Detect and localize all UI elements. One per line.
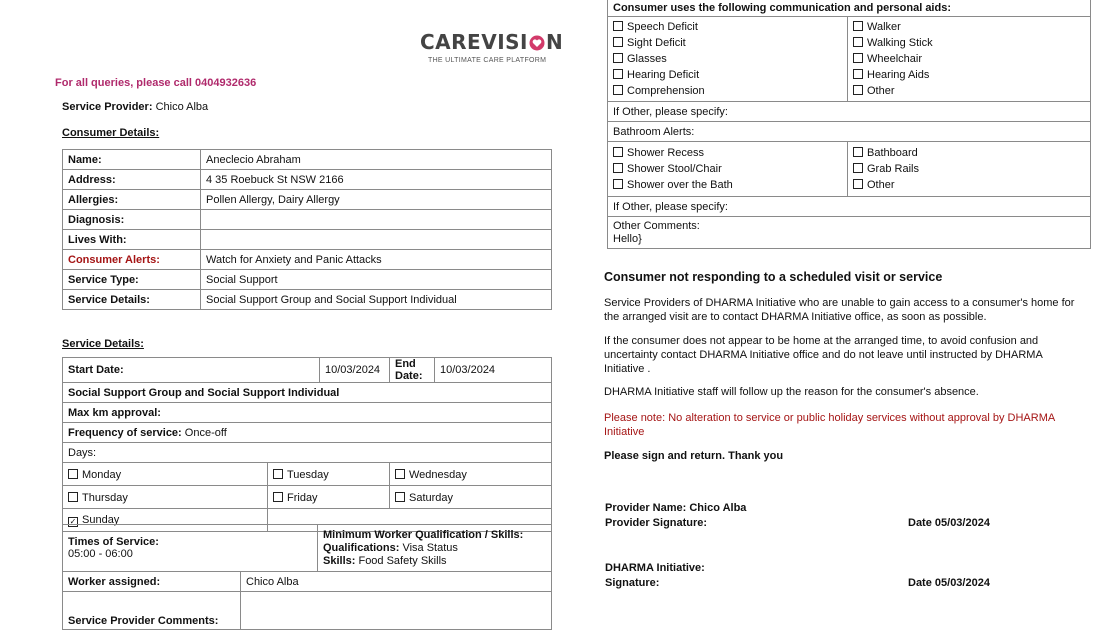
day-label: Saturday: [409, 491, 454, 504]
start-date-value: 10/03/2024: [320, 358, 390, 383]
checkbox[interactable]: [853, 21, 863, 31]
table-row: [63, 525, 552, 572]
aid-item: [853, 51, 1085, 67]
bathroom-alerts-label: Bathroom Alerts:: [608, 122, 1091, 142]
table-row: [608, 0, 1091, 17]
qualification-label: Qualifications:: [323, 541, 400, 554]
checkbox[interactable]: [853, 69, 863, 79]
start-date-label: Start Date:: [63, 358, 320, 383]
row-value: Social Support: [201, 270, 552, 290]
checkbox[interactable]: [613, 147, 623, 157]
checkbox[interactable]: [853, 163, 863, 173]
bath-label: Shower over the Bath: [627, 179, 733, 191]
provider-date: Date 05/03/2024: [908, 517, 990, 529]
day-saturday: [390, 486, 552, 509]
heart-icon: [529, 35, 545, 51]
table-row: [63, 403, 552, 423]
row-label: Service Details:: [63, 290, 201, 310]
aid-label: Comprehension: [627, 85, 705, 97]
other-comments-cell: [608, 217, 1091, 249]
aids-table: [607, 0, 1091, 249]
aid-item: [613, 51, 842, 67]
bath-item: [613, 177, 842, 193]
carevision-logo: [420, 30, 563, 64]
table-row: [63, 290, 552, 310]
table-row: [608, 217, 1091, 249]
row-label: Diagnosis:: [63, 210, 201, 230]
row-label: Name:: [63, 150, 201, 170]
skills-label: Skills:: [323, 554, 356, 567]
table-row: [63, 592, 552, 630]
row-value: 4 35 Roebuck St NSW 2166: [201, 170, 552, 190]
bath-label: Bathboard: [867, 147, 918, 159]
consumer-details-heading: Consumer Details:: [62, 127, 160, 139]
aid-label: Walker: [867, 21, 901, 33]
row-value: [201, 210, 552, 230]
aid-item: [613, 83, 842, 99]
table-row: [608, 142, 1091, 197]
table-row: [63, 443, 552, 463]
aid-label: Hearing Deficit: [627, 69, 700, 81]
day-label: Wednesday: [409, 468, 467, 481]
table-row: [63, 230, 552, 250]
times-label: Times of Service:: [68, 536, 159, 548]
checkbox[interactable]: [853, 179, 863, 189]
checkbox[interactable]: [68, 469, 78, 479]
row-label: Address:: [63, 170, 201, 190]
bath-item: [613, 145, 842, 161]
skills-line: [323, 555, 546, 568]
checkbox[interactable]: [613, 21, 623, 31]
checkbox[interactable]: [613, 53, 623, 63]
frequency-value: Once-off: [184, 426, 227, 439]
aid-item: [853, 35, 1085, 51]
day-label: Friday: [287, 491, 318, 504]
other-comments-label: Other Comments:: [613, 219, 700, 232]
table-row: [608, 17, 1091, 102]
notice-warning: Please note: No alteration to service or public holiday services without approval by DHARMA Initiative: [604, 412, 1055, 438]
table-row: [63, 270, 552, 290]
aid-item: [853, 67, 1085, 83]
table-row: [608, 122, 1091, 142]
service-details-heading: Service Details:: [62, 338, 144, 350]
row-label: Lives With:: [63, 230, 201, 250]
worker-value: Chico Alba: [241, 572, 552, 592]
day-label: Tuesday: [287, 468, 329, 481]
day-label: Thursday: [82, 491, 128, 504]
bath-right-list: [848, 142, 1091, 197]
qualification-line: [323, 542, 546, 555]
days-label: Days:: [63, 443, 552, 463]
service-group-line: Social Support Group and Social Support Individual: [63, 383, 552, 403]
qualification-cell: [318, 525, 552, 572]
day-wednesday: [390, 463, 552, 486]
checkbox[interactable]: [853, 85, 863, 95]
aid-item: [613, 35, 842, 51]
consumer-details-table: [62, 149, 552, 310]
checkbox[interactable]: [613, 37, 623, 47]
aid-label: Sight Deficit: [627, 37, 686, 49]
table-row: [63, 423, 552, 443]
service-provider-line: [62, 101, 208, 113]
notice-paragraph-1: Service Providers of DHARMA Initiative who are unable to gain access to a consumer's home for the arranged visit are to contact DHARMA Initiative office, as soon as possible.: [604, 297, 1075, 323]
aid-label: Other: [867, 85, 895, 97]
bath-label: Shower Stool/Chair: [627, 163, 722, 175]
aids-left-list: [608, 17, 848, 102]
table-row: [63, 250, 552, 270]
day-label: Monday: [82, 468, 122, 481]
aid-item: [853, 83, 1085, 99]
aid-label: Hearing Aids: [867, 69, 930, 81]
day-tuesday: [268, 463, 390, 486]
times-cell: [63, 525, 318, 572]
bath-item: [853, 177, 1085, 193]
bath-left-list: [608, 142, 848, 197]
table-row: [63, 190, 552, 210]
dharma-date: Date 05/03/2024: [908, 577, 990, 589]
end-date-value: 10/03/2024: [435, 358, 552, 383]
consumer-alerts-label: Consumer Alerts:: [63, 250, 201, 270]
checkbox-checked[interactable]: ✓: [69, 517, 77, 526]
checkbox[interactable]: [273, 492, 283, 502]
frequency-cell: [63, 423, 552, 443]
checkbox[interactable]: [853, 37, 863, 47]
aid-label: Walking Stick: [867, 37, 933, 49]
aids-heading: Consumer uses the following communication and personal aids:: [608, 0, 1091, 17]
service-details-table: [62, 357, 552, 532]
checkbox[interactable]: [395, 469, 405, 479]
notice-heading: Consumer not responding to a scheduled visit or service: [604, 270, 943, 284]
aid-label: Wheelchair: [867, 53, 923, 65]
checkbox[interactable]: [273, 469, 283, 479]
qualification-value: Visa Status: [402, 541, 458, 554]
bath-label: Shower Recess: [627, 147, 705, 159]
table-row: [63, 572, 552, 592]
day-label: Sunday: [82, 514, 120, 526]
dharma-signature-label: Signature:: [605, 577, 660, 589]
checkbox[interactable]: [68, 492, 78, 502]
table-row: [63, 210, 552, 230]
provider-name: Provider Name: Chico Alba: [605, 502, 747, 514]
checkbox[interactable]: [613, 85, 623, 95]
day-monday: [63, 463, 268, 486]
logo-text-right: N: [545, 30, 564, 54]
aid-label: Speech Deficit: [627, 21, 698, 33]
other-specify-bath: If Other, please specify:: [608, 197, 1091, 217]
checkbox[interactable]: [395, 492, 405, 502]
aids-right-list: [848, 17, 1091, 102]
end-date-label: End Date:: [390, 358, 435, 383]
table-row: [608, 197, 1091, 217]
table-row: [608, 102, 1091, 122]
other-specify: If Other, please specify:: [608, 102, 1091, 122]
aid-item: [613, 67, 842, 83]
logo-tagline: THE ULTIMATE CARE PLATFORM: [428, 57, 547, 64]
bath-label: Grab Rails: [867, 163, 919, 175]
bath-item: [613, 161, 842, 177]
service-provider-label: Service Provider:: [62, 101, 153, 113]
table-row: [63, 486, 552, 509]
day-thursday: [63, 486, 268, 509]
logo-text-left: CAREVISI: [420, 30, 528, 54]
row-value: Watch for Anxiety and Panic Attacks: [201, 250, 552, 270]
row-value: Social Support Group and Social Support Individual: [201, 290, 552, 310]
table-row: [63, 170, 552, 190]
row-label: Service Type:: [63, 270, 201, 290]
aid-item: [613, 19, 842, 35]
queries-line: For all queries, please call 0404932636: [55, 77, 257, 89]
checkbox[interactable]: [853, 147, 863, 157]
checkbox[interactable]: [853, 53, 863, 63]
table-row: [63, 150, 552, 170]
service-worker-table: [62, 524, 552, 630]
worker-label: Worker assigned:: [63, 572, 241, 592]
comments-value[interactable]: [241, 592, 552, 630]
min-worker-label: Minimum Worker Qualification / Skills:: [323, 528, 524, 541]
skills-value: Food Safety Skills: [358, 554, 447, 567]
table-row: [63, 358, 552, 383]
checkbox[interactable]: [613, 163, 623, 173]
times-value: 05:00 - 06:00: [68, 548, 133, 560]
bath-item: [853, 145, 1085, 161]
service-provider-value: Chico Alba: [155, 101, 209, 113]
day-friday: [268, 486, 390, 509]
aid-label: Glasses: [627, 53, 667, 65]
table-row: [63, 463, 552, 486]
checkbox[interactable]: [613, 179, 623, 189]
row-value: Pollen Allergy, Dairy Allergy: [201, 190, 552, 210]
notice-paragraph-2: If the consumer does not appear to be home at the arranged time, to avoid confusion and uncertainty contact DHARMA Initiative office and do not leave until instructed by DHARMA Initiative .: [604, 335, 1043, 375]
checkbox[interactable]: [613, 69, 623, 79]
row-label: Allergies:: [63, 190, 201, 210]
dharma-label: DHARMA Initiative:: [605, 562, 705, 574]
comments-label: Service Provider Comments:: [63, 592, 241, 630]
notice-paragraph-3: DHARMA Initiative staff will follow up the reason for the consumer's absence.: [604, 386, 979, 398]
table-row: [63, 383, 552, 403]
bath-item: [853, 161, 1085, 177]
frequency-label: Frequency of service:: [68, 426, 182, 439]
aid-item: [853, 19, 1085, 35]
provider-signature-label: Provider Signature:: [605, 517, 708, 529]
row-value: Aneclecio Abraham: [201, 150, 552, 170]
sign-return-line: Please sign and return. Thank you: [604, 450, 784, 462]
max-km-label: Max km approval:: [63, 403, 552, 423]
row-value: [201, 230, 552, 250]
other-comments-value: Hello}: [613, 232, 642, 245]
bath-label: Other: [867, 179, 895, 191]
